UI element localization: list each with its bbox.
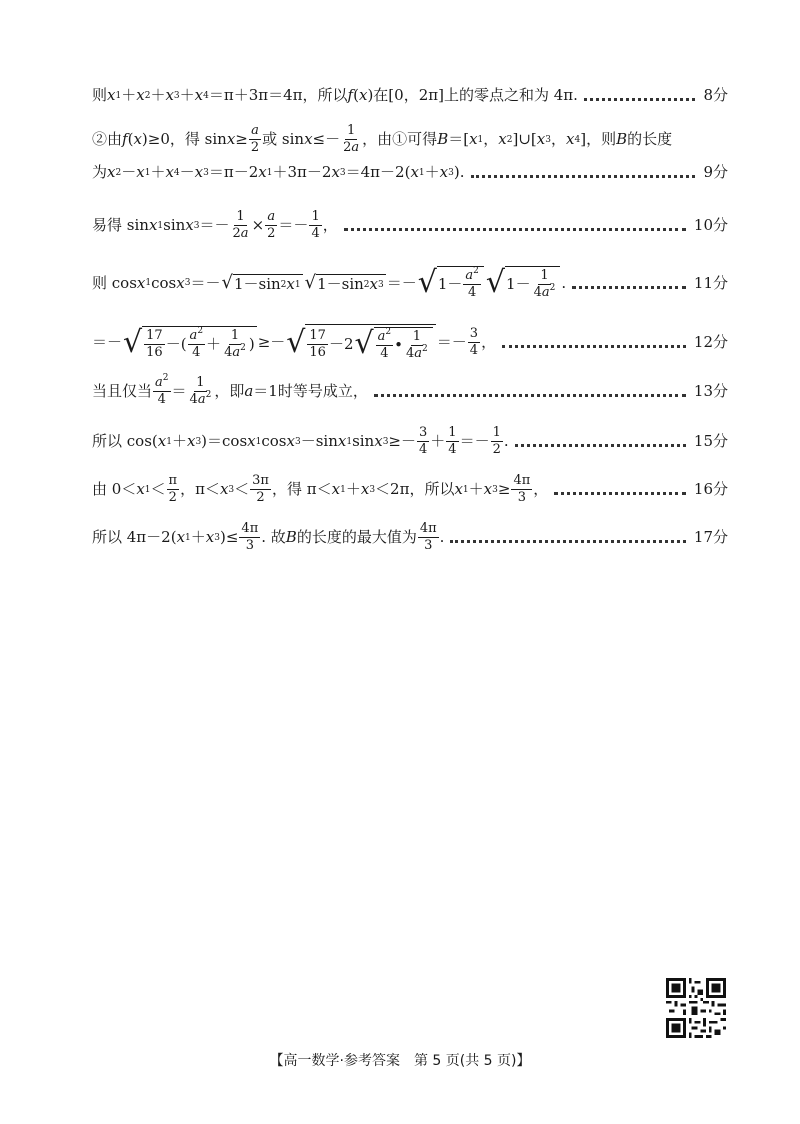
leader-dots xyxy=(572,286,686,289)
step-line-2: ②由 f ( x ) ≥0，得 sin x ≥ $\frac{a}{2}$ 或 sin x ≤－ $\frac{1}{2a}$ ，由①可得 B ＝[ x 1 ， x 2 ]∪[ x 3 ， x 4 ] ，则 B 的长度 xyxy=(92,123,673,156)
leader-dots xyxy=(584,98,696,101)
score-label: 13分 xyxy=(693,382,728,401)
score-label: 15分 xyxy=(693,432,728,451)
step-line-7: 当且仅当 $\frac{a^2}{4}$ ＝ $\frac{1}{4a^2}$ ，即 a ＝1 时等号成立， 13分 xyxy=(92,373,728,408)
step-line-6: ＝－ √ $\frac{17}{16}$ －( $\frac{a^2}{4}$ ＋ $\frac{1}{4a^2}$ ) ≥－ √ $\frac{17}{16}$ －2 √ $\frac{a^2}{4}$ • $\frac{1}{4a^2}$ ＝－ $\frac{3}{4}$ ， 12分 xyxy=(92,324,728,362)
leader-dots xyxy=(471,175,696,178)
step-line-1: 则 x 1 ＋ x 2 ＋ x 3 ＋ x 4 ＝π＋3π＝4π，所以 f ( x ) 在[0，2π]上的零点之和为 4π. 8分 xyxy=(92,86,728,104)
score-label: 16分 xyxy=(693,480,728,499)
score-label: 9分 xyxy=(703,163,728,181)
step-line-8: 所以 cos( x 1 ＋ x 3 )＝cos x 1 cos x 3 －sin x 1 sin x 3 ≥－ $\frac{3}{4}$ ＋ $\frac{1}{4}$ ＝－ $\frac{1}{2}$ . 15分 xyxy=(92,425,728,458)
score-label: 8分 xyxy=(703,86,728,104)
page-footer: 【高一数学·参考答案 第 5 页(共 5 页)】 xyxy=(269,1053,531,1069)
step-line-3: 为 x 2 － x 1 ＋ x 4 － x 3 ＝π－2 x 1 ＋3π－2 x 3 ＝4π－2( x 1 ＋ x 3 ). 9分 xyxy=(92,163,728,181)
leader-dots xyxy=(374,394,686,397)
step-line-4: 易得 sin x 1 sin x 3 ＝－ $\frac{1}{2a}$ × $\frac{a}{2}$ ＝－ $\frac{1}{4}$ ， 10分 xyxy=(92,209,728,242)
step-line-9: 由 0＜ x 1 ＜ $\frac{\pi}{2}$ ，π＜ x 3 ＜ $\frac{3\pi}{2}$ ，得 π＜ x 1 ＋ x 3 ＜2π，所以 x 1 ＋ x 3 ≥ $\frac{4\pi}{3}$ ， 16分 xyxy=(92,473,728,506)
leader-dots xyxy=(502,345,686,348)
score-label: 12分 xyxy=(693,333,728,352)
leader-dots xyxy=(554,492,686,495)
step-line-10: 所以 4π－2( x 1 ＋ x 3 )≤ $\frac{4\pi}{3}$ . 故 B 的长度的最大值为 $\frac{4\pi}{3}$ . 17分 xyxy=(92,521,728,554)
score-label: 10分 xyxy=(693,216,728,235)
score-label: 11分 xyxy=(693,273,728,292)
qr-code-icon xyxy=(666,978,726,1038)
leader-dots xyxy=(515,444,686,447)
score-label: 17分 xyxy=(693,528,728,547)
leader-dots xyxy=(450,540,685,543)
leader-dots xyxy=(344,228,686,231)
step-line-5: 则 cos x 1 cos x 3 ＝－ √ 1－sin 2 x 1 √ 1－sin 2 x 3 ＝－ √ 1－ $\frac{a^2}{4}$ √ 1－ $\frac{1}{4a^2}$ . 11分 xyxy=(92,265,728,301)
